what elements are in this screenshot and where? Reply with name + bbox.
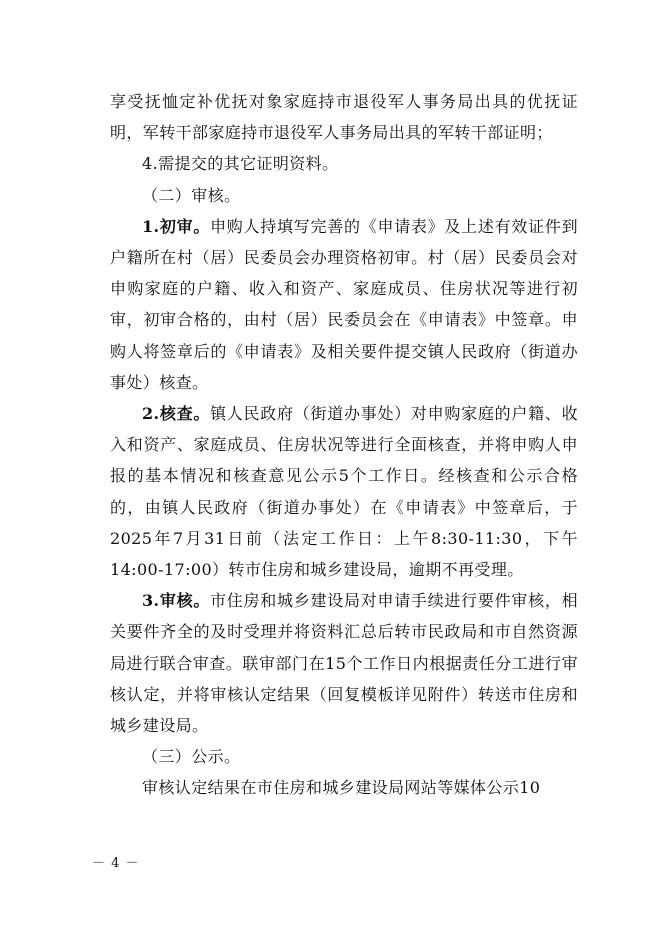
paragraph [110,585,578,741]
body-text [110,86,578,804]
paragraph [110,772,578,803]
paragraph-text: 申购人持填写完善的《申请表》及上述有效证件到户籍所在村（居）民委员会办理资格初审。村（居）民委员会对申购家庭的户籍、收入和资产、家庭成员、住房状况等进行初审，初审合格的，由村（居）民委员会在《申请表》中签章。申购人将签章后的《申请表》及相关要件提交镇人民政府（街道办事处）核查。 [110,216,578,392]
paragraph-heading: 1.初审。 [142,216,211,236]
paragraph-text: （二）审核。 [142,185,241,205]
paragraph-heading: 2.核查。 [142,404,211,424]
paragraph-text: 审核认定结果在市住房和城乡建设局网站等媒体公示10 [142,778,541,798]
paragraph-text: （三）公示。 [142,747,241,767]
paragraph-heading: 3.审核。 [142,591,211,611]
paragraph [110,398,578,585]
paragraph-text: 享受抚恤定补优抚对象家庭持市退役军人事务局出具的优抚证明，军转干部家庭持市退役军人事务局出具的军转干部证明； [110,92,578,143]
paragraph-text: 4.需提交的其它证明资料。 [142,154,339,174]
paragraph [110,741,578,772]
paragraph-text: 镇人民政府（街道办事处）对申购家庭的户籍、收入和资产、家庭成员、住房状况等进行全面核查，并将申购人申报的基本情况和核查意见公示5个工作日。经核查和公示合格的，由镇人民政府（街道办事处）在《申请表》中签章后，于2025年7月31日前（法定工作日：上午8:30-11:30，下午14:00-17:00）转市住房和城乡建设局，逾期不再受理。 [110,404,578,580]
paragraph [110,86,578,148]
paragraph [110,211,578,398]
page-number: － 4 － [92,856,140,871]
paragraph-text: 市住房和城乡建设局对申请手续进行要件审核，相关要件齐全的及时受理并将资料汇总后转市民政局和市自然资源局进行联合审查。联审部门在15个工作日内根据责任分工进行审核认定，并将审核认定结果（回复模板详见附件）转送市住房和城乡建设局。 [110,591,578,736]
paragraph [110,180,578,211]
paragraph [110,148,578,179]
